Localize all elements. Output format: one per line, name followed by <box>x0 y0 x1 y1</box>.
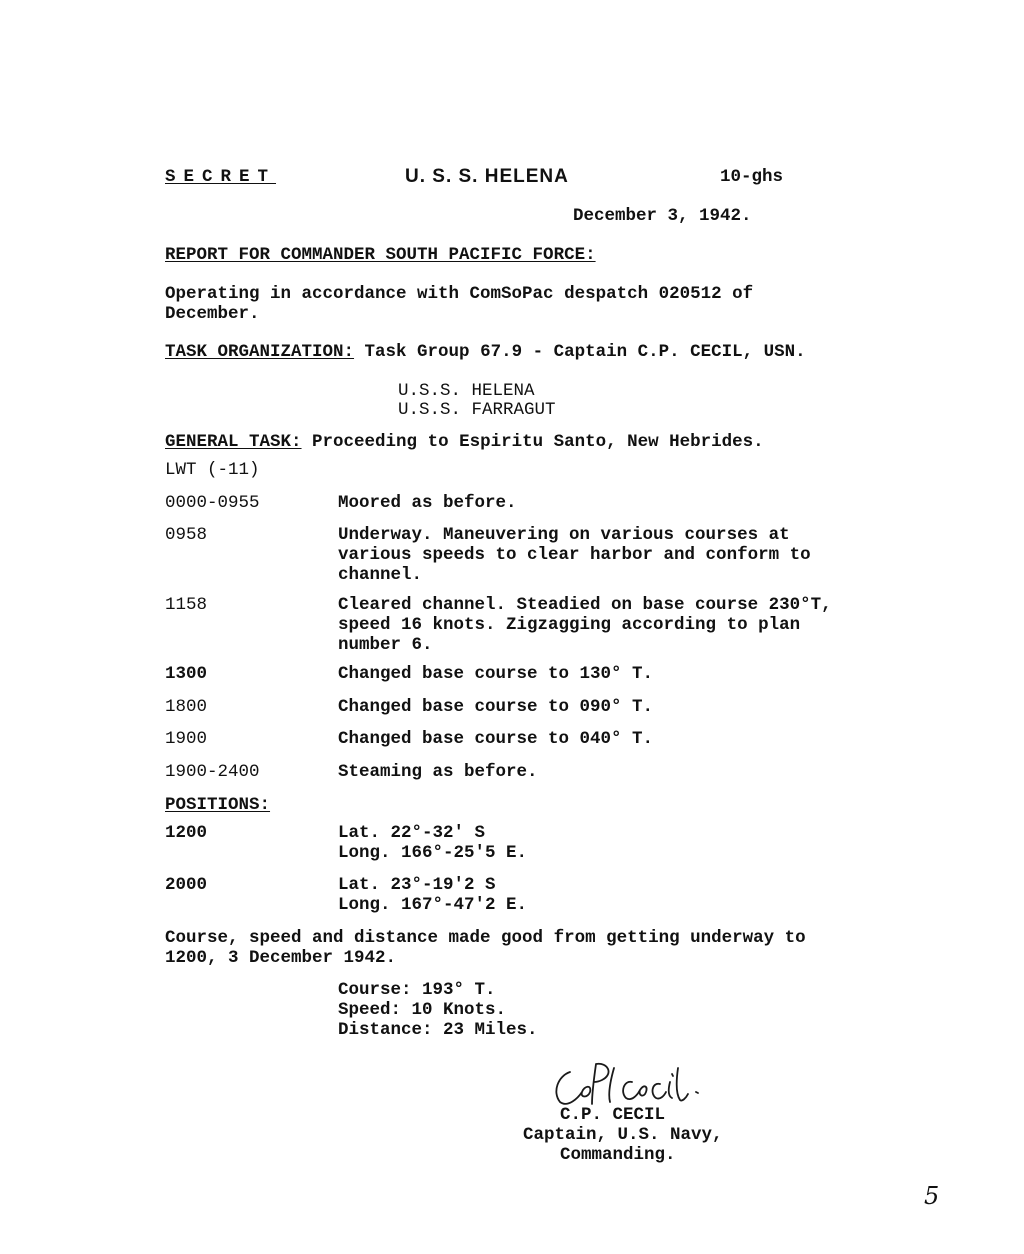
position-longitude: Long. 166°-25'5 E. <box>338 843 528 863</box>
log-text: Changed base course to 040° T. <box>338 729 654 749</box>
classification-marking: SECRET <box>165 167 277 187</box>
general-task-label: GENERAL TASK: <box>165 432 302 452</box>
signer-title: Captain, U.S. Navy, <box>523 1125 723 1145</box>
general-task-line <box>165 432 764 452</box>
log-text: Changed base course to 130° T. <box>338 664 654 684</box>
task-organization-label: TASK ORGANIZATION: <box>165 342 355 362</box>
positions-label: POSITIONS: <box>165 795 271 815</box>
log-time: 1900 <box>165 729 208 749</box>
position-longitude: Long. 167°-47'2 E. <box>338 895 528 915</box>
ship-name: U. S. S. HELENA <box>405 166 569 187</box>
page-number: 5 <box>924 1182 940 1210</box>
course-made-good-paragraph: Course, speed and distance made good from getting underway to 1200, 3 December 1942. <box>165 928 806 968</box>
log-time: 1300 <box>165 664 208 684</box>
log-time: 0958 <box>165 525 208 545</box>
report-title: REPORT FOR COMMANDER SOUTH PACIFIC FORCE: <box>165 245 596 265</box>
log-time: 0000-0955 <box>165 493 260 513</box>
log-time: 1800 <box>165 697 208 717</box>
signer-role: Commanding. <box>560 1145 676 1165</box>
log-text: Changed base course to 090° T. <box>338 697 654 717</box>
position-time: 2000 <box>165 875 208 895</box>
course-value: Course: 193° T. <box>338 980 496 1000</box>
log-time: 1158 <box>165 595 208 615</box>
serial-number: 10-ghs <box>720 167 784 187</box>
log-text: Moored as before. <box>338 493 517 513</box>
handwritten-signature <box>548 1052 738 1112</box>
log-text: Cleared channel. Steadied on base course 230°T, speed 16 knots. Zigzagging according to plan number 6. <box>338 595 832 655</box>
task-ship-2: U.S.S. FARRAGUT <box>398 400 556 420</box>
log-text: Underway. Maneuvering on various courses at various speeds to clear harbor and conform to channel. <box>338 525 811 585</box>
task-organization-text: Task Group 67.9 - Captain C.P. CECIL, USN. <box>364 342 806 362</box>
log-text: Steaming as before. <box>338 762 538 782</box>
time-zone: LWT (-11) <box>165 460 260 480</box>
report-date: December 3, 1942. <box>573 206 752 226</box>
distance-value: Distance: 23 Miles. <box>338 1020 538 1040</box>
position-latitude: Lat. 23°-19'2 S <box>338 875 496 895</box>
speed-value: Speed: 10 Knots. <box>338 1000 507 1020</box>
position-latitude: Lat. 22°-32' S <box>338 823 486 843</box>
intro-paragraph: Operating in accordance with ComSoPac despatch 020512 of December. <box>165 284 754 324</box>
position-time: 1200 <box>165 823 208 843</box>
general-task-text: Proceeding to Espiritu Santo, New Hebrides. <box>312 432 764 452</box>
log-time: 1900-2400 <box>165 762 260 782</box>
task-organization-line <box>165 342 806 362</box>
task-ship-1: U.S.S. HELENA <box>398 381 535 401</box>
signer-name: C.P. CECIL <box>560 1105 666 1125</box>
